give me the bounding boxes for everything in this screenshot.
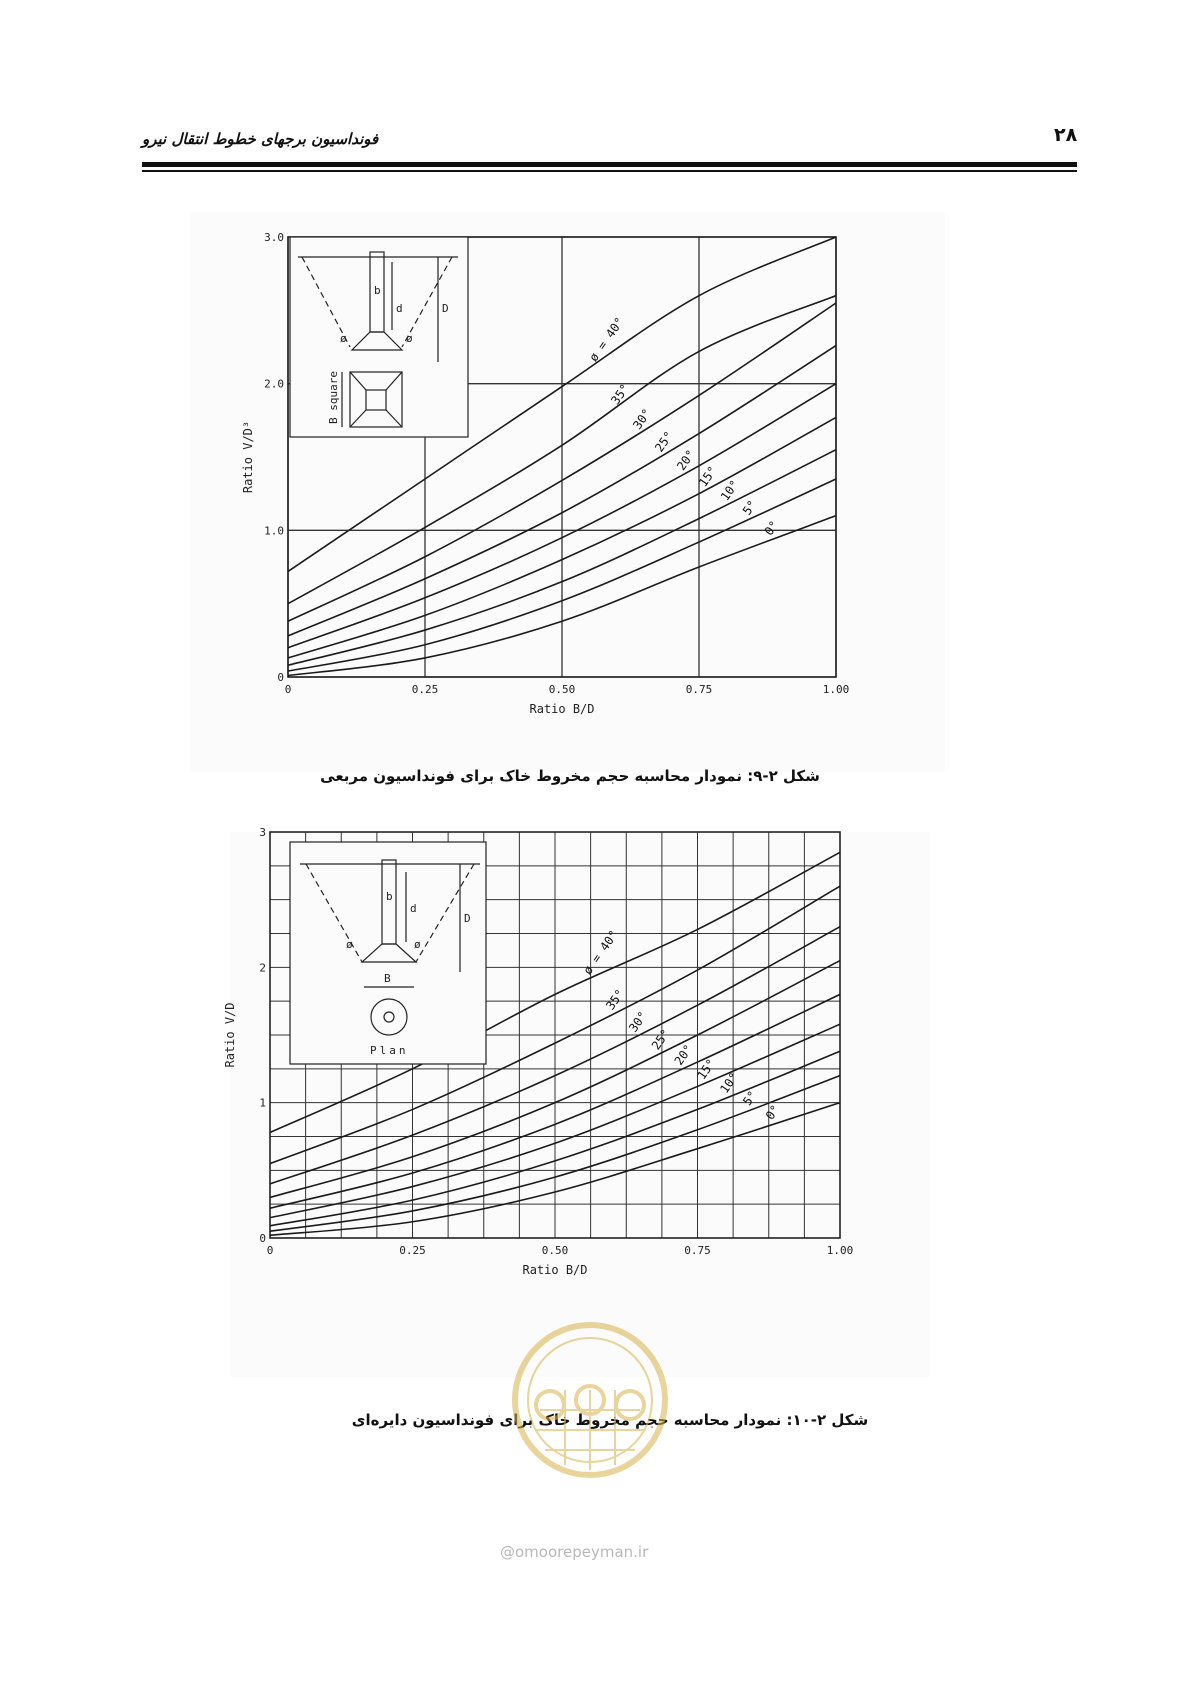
series-label-6: 10° xyxy=(717,477,742,504)
running-title: فونداسیون برجهای خطوط انتقال نیرو xyxy=(142,130,379,148)
y-tick-label: 0 xyxy=(259,1232,266,1245)
x-axis-label: Ratio B/D xyxy=(529,702,595,716)
inset-label-phi-left: ø xyxy=(346,938,353,951)
y-tick-label: 3 xyxy=(259,826,266,839)
inset-diagram-square xyxy=(290,237,468,437)
inset-label-phi-left: ø xyxy=(340,332,347,345)
inset-label-d: d xyxy=(410,902,417,915)
inset-frame xyxy=(290,237,468,437)
y-axis-label: Ratio V/D xyxy=(223,1002,237,1068)
figure-square-foundation xyxy=(190,212,945,772)
inset-label-B-square: B square xyxy=(327,371,340,424)
x-tick-label: 0.25 xyxy=(411,683,439,696)
series-label-5: 15° xyxy=(695,463,720,490)
watermark-url: @omoorepeyman.ir xyxy=(500,1543,649,1561)
page-number: ۲۸ xyxy=(1054,124,1078,146)
x-tick-label: 1.00 xyxy=(826,1244,854,1257)
x-tick-label: 0 xyxy=(284,683,292,696)
y-axis-label: Ratio V/D³ xyxy=(241,420,255,494)
inset-label-phi-right: ø xyxy=(414,938,421,951)
series-label-8: 0° xyxy=(761,518,782,539)
inset-label-B: B xyxy=(384,972,391,985)
page-header xyxy=(142,118,1077,176)
inset-label-d: d xyxy=(396,302,403,315)
series-label-1: 35° xyxy=(608,381,633,408)
inset-frame xyxy=(290,842,486,1064)
series-label-7: 5° xyxy=(740,1088,760,1109)
series-label-2: 30° xyxy=(630,406,655,432)
series-label-4: 20° xyxy=(674,447,698,474)
inset-label-D: D xyxy=(464,912,471,925)
y-tick-label: 0 xyxy=(277,671,284,684)
series-label-3: 25° xyxy=(652,428,677,455)
figure-caption-1: شکل ۲-۹: نمودار محاسبه حجم مخروط خاک برای فونداسیون مربعی xyxy=(320,767,820,785)
inset-label-b: b xyxy=(374,284,381,297)
x-tick-label: 0.75 xyxy=(684,1244,711,1257)
series-label-0: ø = 40° xyxy=(586,314,627,365)
x-axis-label: Ratio B/D xyxy=(522,1263,588,1277)
series-label-3: 25° xyxy=(648,1026,673,1053)
figure-caption-2: شکل ۲-۱۰: نمودار محاسبه حجم مخروط خاک برای فونداسیون دایره‌ای xyxy=(351,1411,869,1429)
header-rule-thin xyxy=(142,170,1077,172)
x-tick-label: 0.75 xyxy=(685,683,713,696)
series-label-2: 30° xyxy=(626,1008,650,1035)
inset-label-phi-right: ø xyxy=(406,332,413,345)
y-tick-label: 2 xyxy=(259,961,266,975)
x-tick-label: 0.25 xyxy=(399,1244,426,1257)
y-tick-label: 1 xyxy=(259,1096,266,1110)
series-label-0: ø = 40° xyxy=(580,927,621,978)
inset-label-plan: Plan xyxy=(370,1044,409,1057)
inset-label-D: D xyxy=(442,302,449,315)
watermark-logo xyxy=(490,1320,690,1485)
series-label-1: 35° xyxy=(603,986,628,1013)
header-rule-thick xyxy=(142,162,1077,167)
inset-diagram-circle xyxy=(290,842,486,1064)
series-label-5: 15° xyxy=(694,1056,719,1083)
figure-circular-foundation xyxy=(223,826,930,1377)
inset-label-b: b xyxy=(386,890,393,903)
x-tick-label: 1.00 xyxy=(822,683,850,696)
y-tick-label: 3.0 xyxy=(264,231,284,244)
x-tick-label: 0.50 xyxy=(541,1244,569,1257)
series-label-4: 20° xyxy=(671,1041,696,1068)
chart-circular-foundation xyxy=(223,826,930,1377)
series-label-6: 10° xyxy=(717,1070,742,1096)
chart-square-foundation xyxy=(190,212,945,772)
series-label-7: 5° xyxy=(739,497,760,518)
x-tick-label: 0.50 xyxy=(548,683,576,696)
y-tick-label: 2.0 xyxy=(264,377,284,391)
x-tick-label: 0 xyxy=(266,1244,274,1257)
series-label-8: 0° xyxy=(762,1102,783,1123)
y-tick-label: 1.0 xyxy=(264,524,284,538)
